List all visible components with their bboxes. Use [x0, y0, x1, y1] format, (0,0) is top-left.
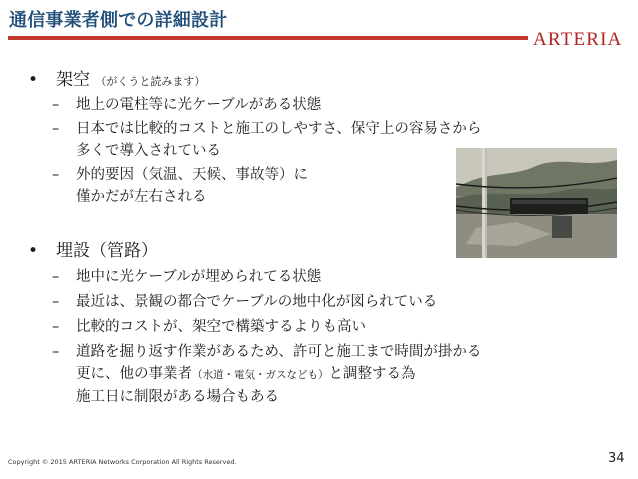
bullet-underground	[28, 236, 158, 261]
dash: –	[52, 121, 60, 137]
bullet-underground-title: 埋設（管路）	[56, 241, 158, 261]
sub-item-text: 地上の電柱等に光ケーブルがある状態	[76, 97, 322, 113]
dash: –	[52, 269, 60, 285]
sub-item-text: 外的要因（気温、天候、事故等）に	[76, 167, 308, 183]
sub-item-aerial-2	[52, 118, 481, 162]
sub-item-text: 最近は、景観の都合でケーブルの地中化が図られている	[76, 294, 438, 310]
sub-item-aerial-3	[52, 164, 308, 208]
sub-item-underground-1	[52, 266, 321, 288]
sub-item-text: 道路を掘り返す作業があるため、許可と施工まで時間が掛かる	[76, 344, 482, 360]
sub-item-text: 地中に光ケーブルが埋められてる状態	[76, 269, 322, 285]
bullet-dot: •	[28, 241, 39, 261]
dash: –	[52, 97, 60, 113]
title-rule	[8, 36, 528, 40]
sub-item-text-cont	[52, 363, 481, 386]
sub-item-text-small: （水道・電気・ガスなども）	[192, 369, 329, 381]
arteria-logo: ARTERIA	[533, 29, 623, 50]
sub-item-text-part: と調整する為	[328, 366, 416, 382]
bullet-aerial-note: （がくうと読みます）	[95, 75, 206, 88]
bullet-aerial-title: 架空	[56, 70, 90, 90]
sub-item-underground-4	[52, 341, 481, 408]
sub-item-text-part: 更に、他の事業者	[76, 366, 192, 382]
dash: –	[52, 344, 60, 360]
sub-item-underground-2	[52, 291, 437, 313]
slide-title: 通信事業者側での詳細設計	[9, 10, 228, 31]
dash: –	[52, 319, 60, 335]
bullet-aerial	[28, 65, 205, 90]
bullet-dot: •	[28, 70, 39, 90]
footer-copyright: Copyright © 2015 ARTERIA Networks Corporation All Rights Reserved.	[8, 458, 237, 466]
sub-item-text-cont: 僅かだが左右される	[76, 189, 207, 205]
dash: –	[52, 167, 60, 183]
sub-item-text: 日本では比較的コストと施工のしやすさ、保守上の容易さから	[76, 121, 482, 137]
utility-pole-photo	[456, 148, 617, 258]
sub-item-text-cont: 施工日に制限がある場合もある	[76, 389, 279, 405]
sub-item-text-cont: 多くで導入されている	[76, 143, 221, 159]
page-number: 34	[608, 451, 625, 466]
sub-item-underground-3	[52, 316, 366, 338]
sub-item-text: 比較的コストが、架空で構築するよりも高い	[76, 319, 366, 335]
dash: –	[52, 294, 60, 310]
sub-item-aerial-1	[52, 94, 321, 116]
